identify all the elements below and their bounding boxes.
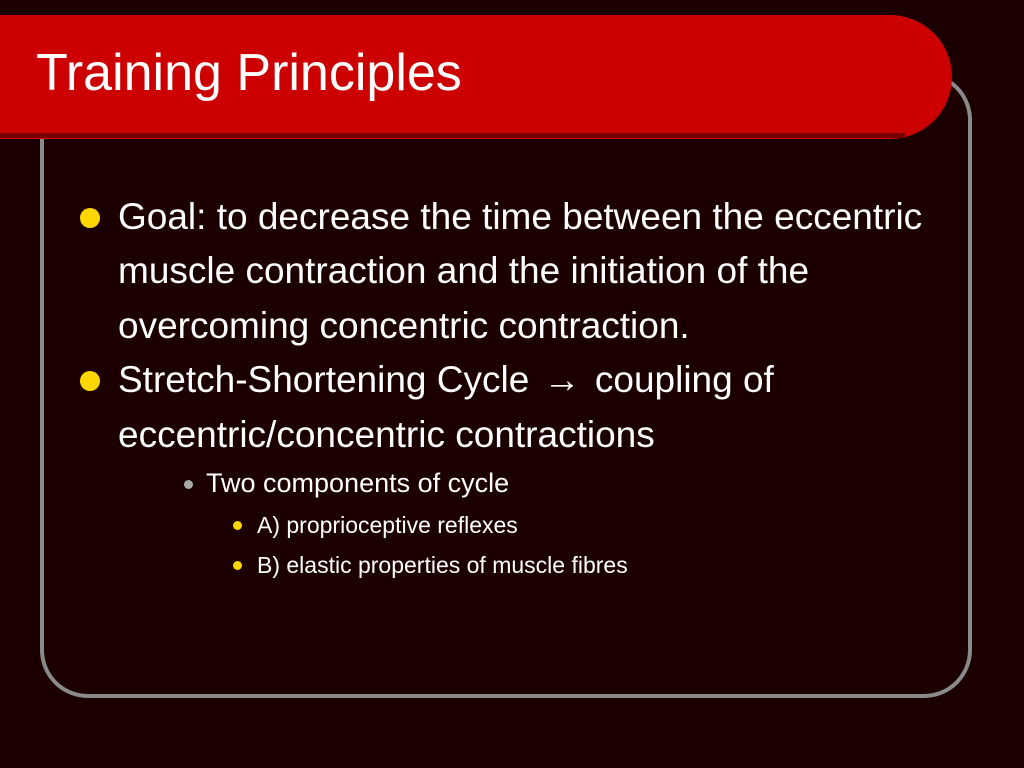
bullet-dot-icon: [80, 371, 100, 391]
bullet-stretch-shortening: [80, 353, 930, 462]
bullet-goal-text: Goal: to decrease the time between the eccentric muscle contraction and the initiation of the overcoming concentric contraction.: [118, 196, 923, 346]
sub-sub-bullet-elastic: [233, 545, 930, 585]
sub-sub-bullet-reflexes: [233, 505, 930, 545]
sub-sub-bullet-reflexes-text: A) proprioceptive reflexes: [257, 512, 518, 539]
sub-sub-bullet-dot-icon: [233, 521, 242, 530]
bullet-ssc-text-after: coupling of eccentric/concentric contractions: [118, 359, 774, 455]
bullet-ssc-text-before: Stretch-Shortening Cycle: [118, 359, 530, 401]
bullet-goal: [80, 190, 930, 353]
sub-bullet-components: [184, 462, 930, 505]
sub-bullet-components-text: Two components of cycle: [206, 467, 510, 498]
sub-sub-bullet-dot-icon: [233, 561, 242, 570]
arrow-right-icon: →: [543, 359, 581, 401]
sub-sub-bullet-elastic-text: B) elastic properties of muscle fibres: [257, 552, 628, 579]
title-band-shadow: [0, 133, 905, 138]
sub-bullet-dot-icon: [184, 480, 193, 489]
bullet-list: [80, 190, 930, 585]
slide-title: Training Principles: [36, 44, 462, 102]
bullet-dot-icon: [80, 208, 100, 228]
